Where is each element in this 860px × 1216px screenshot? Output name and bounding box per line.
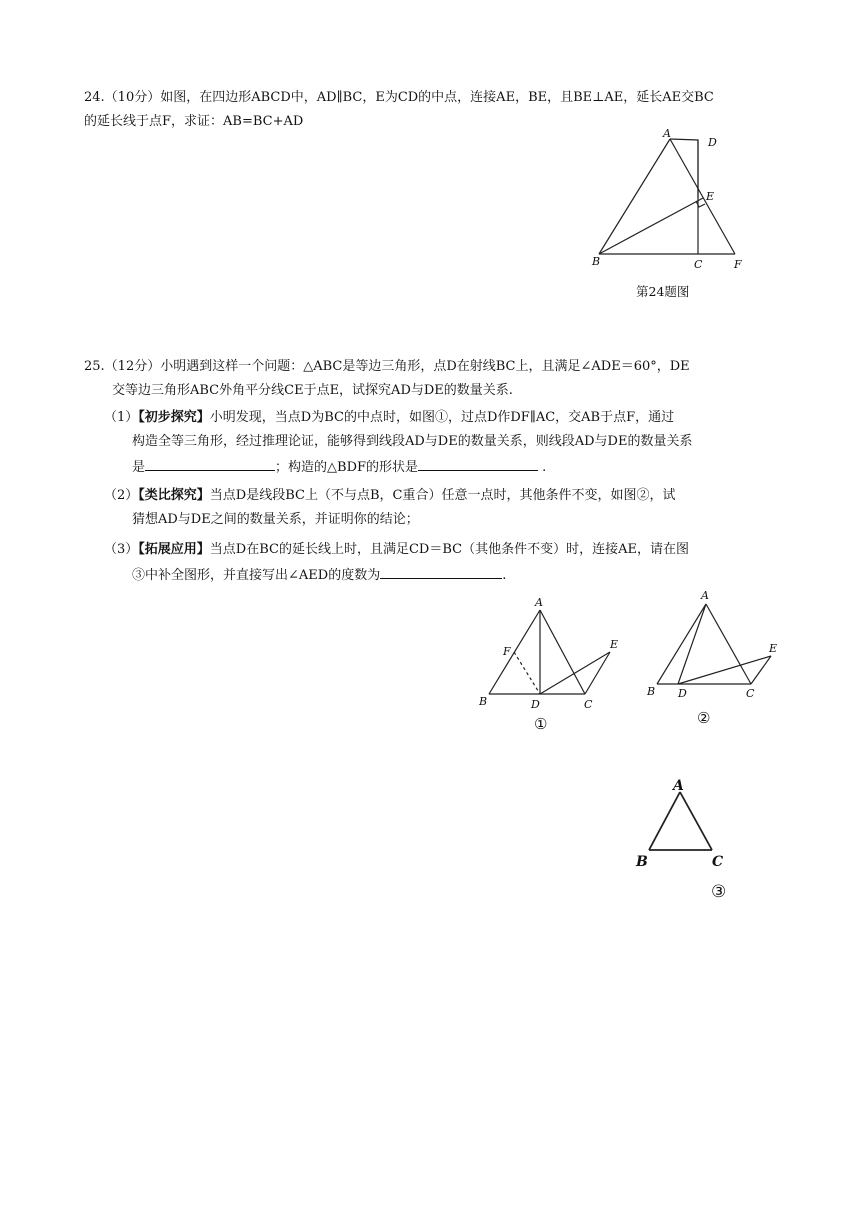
q25-part3-text1: 当点D在BC的延长线上时，且满足CD＝BC（其他条件不变）时，连接AE，请在图 <box>209 542 689 557</box>
fig2-label-e: E <box>769 642 778 655</box>
q25-part2-text2: 猜想AD与DE之间的数量关系，并证明你的结论； <box>132 512 419 527</box>
q25-part1-num: （1） <box>104 410 139 425</box>
q25-part1-text3b: ；构造的△BDF的形状是 <box>275 460 419 475</box>
fig1-label-b: B <box>479 695 488 708</box>
fig2-label-c: C <box>746 687 755 700</box>
fig1-label-e: E <box>610 638 619 651</box>
q24-label-d: D <box>708 136 717 149</box>
fig2-label-b: B <box>647 685 656 698</box>
q25-part3-tag: 【拓展应用】 <box>138 542 210 557</box>
q25-stem-line2: 交等边三角形ABC外角平分线CE于点E，试探究AD与DE的数量关系. <box>112 383 513 398</box>
fig2-label-d: D <box>678 687 687 700</box>
q25-part2-text1: 当点D是线段BC上（不与点B，C重合）任意一点时，其他条件不变，如图②，试 <box>209 488 676 503</box>
q24-label-a: A <box>663 127 671 140</box>
fig1-label-d: D <box>531 698 540 711</box>
q24-label-e: E <box>706 190 715 203</box>
fig2-number: ② <box>697 709 711 727</box>
q25-part1-tag: 【初步探究】 <box>138 410 210 425</box>
fig1-number: ① <box>534 715 548 733</box>
q25-part3-num: （3） <box>104 542 139 557</box>
q25-part2-tag: 【类比探究】 <box>138 488 210 503</box>
fig1-label-a: A <box>535 596 543 609</box>
fig2-label-a: A <box>701 589 709 602</box>
q25-part2-num: （2） <box>104 488 139 503</box>
fig3-label-c: C <box>712 854 724 870</box>
q25-part1-text2: 构造全等三角形，经过推理论证，能够得到线段AD与DE的数量关系，则线段AD与DE的数量关系 <box>132 434 693 449</box>
q25-part1-text3a: 是 <box>132 460 146 475</box>
q24-line1: 24.（10分）如图，在四边形ABCD中，AD∥BC，E为CD的中点，连接AE，BE，且BE⊥AE，延长AE交BC <box>84 90 714 105</box>
q24-caption: 第24题图 <box>636 284 690 299</box>
q25-part3-text2b: . <box>502 568 507 583</box>
q25-stem-line1: 25.（12分）小明遇到这样一个问题：△ABC是等边三角形，点D在射线BC上，且满足∠ADE＝60°，DE <box>84 359 690 374</box>
fig1-label-c: C <box>584 698 593 711</box>
q25-part3-text2: ③中补全图形，并直接写出∠AED的度数为 <box>132 568 381 583</box>
fig3-number: ③ <box>711 882 727 902</box>
fig3-label-a: A <box>673 778 684 794</box>
q25-part1-text3c: . <box>538 460 547 475</box>
fig1-label-f: F <box>503 645 511 658</box>
q24-line2: 的延长线于点F，求证：AB=BC+AD <box>84 114 304 129</box>
q25-part1-text1: 小明发现，当点D为BC的中点时，如图①，过点D作DF∥AC，交AB于点F，通过 <box>209 410 675 425</box>
q24-label-f: F <box>734 258 742 271</box>
q24-label-c: C <box>694 258 703 271</box>
fig3-label-b: B <box>636 854 648 870</box>
q24-label-b: B <box>592 255 601 268</box>
